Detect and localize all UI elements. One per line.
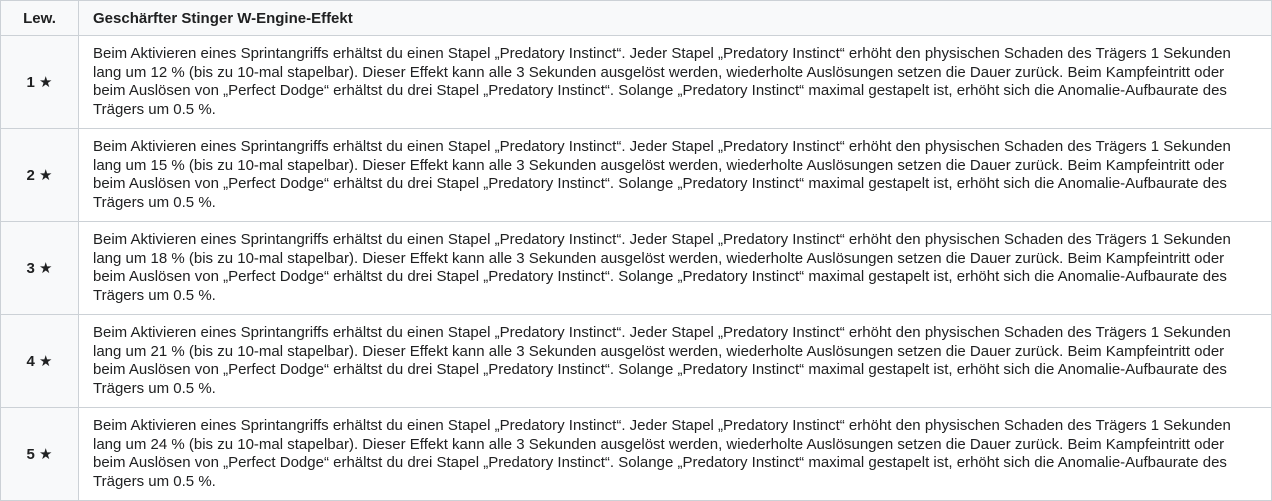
column-header-effect: Geschärfter Stinger W-Engine-Effekt xyxy=(79,1,1272,36)
table-header-row xyxy=(1,1,1272,36)
effect-description-4: Beim Aktivieren eines Sprintangriffs erhältst du einen Stapel „Predatory Instinct“. Jeder Stapel „Predatory Instinct“ erhöht den physischen Schaden des Trägers 1 Sekunden lang um 21 % (bis zu 10-mal stapelbar). Dieser Effekt kann alle 3 Sekunden ausgelöst werden, wiederholte Auslösungen setzen die Dauer zurück. Beim Kampfeintritt oder beim Auslösen von „Perfect Dodge“ erhältst du drei Stapel „Predatory Instinct“. Solange „Predatory Instinct“ maximal gestapelt ist, erhöht sich die Anomalie-Aufbaurate des Trägers um 0.5 %. xyxy=(79,315,1272,408)
effect-description-3: Beim Aktivieren eines Sprintangriffs erhältst du einen Stapel „Predatory Instinct“. Jeder Stapel „Predatory Instinct“ erhöht den physischen Schaden des Trägers 1 Sekunden lang um 18 % (bis zu 10-mal stapelbar). Dieser Effekt kann alle 3 Sekunden ausgelöst werden, wiederholte Auslösungen setzen die Dauer zurück. Beim Kampfeintritt oder beim Auslösen von „Perfect Dodge“ erhältst du drei Stapel „Predatory Instinct“. Solange „Predatory Instinct“ maximal gestapelt ist, erhöht sich die Anomalie-Aufbaurate des Trägers um 0.5 %. xyxy=(79,222,1272,315)
effect-description-2: Beim Aktivieren eines Sprintangriffs erhältst du einen Stapel „Predatory Instinct“. Jeder Stapel „Predatory Instinct“ erhöht den physischen Schaden des Trägers 1 Sekunden lang um 15 % (bis zu 10-mal stapelbar). Dieser Effekt kann alle 3 Sekunden ausgelöst werden, wiederholte Auslösungen setzen die Dauer zurück. Beim Kampfeintritt oder beim Auslösen von „Perfect Dodge“ erhältst du drei Stapel „Predatory Instinct“. Solange „Predatory Instinct“ maximal gestapelt ist, erhöht sich die Anomalie-Aufbaurate des Trägers um 0.5 %. xyxy=(79,129,1272,222)
table-row xyxy=(1,129,1272,222)
column-header-level: Lew. xyxy=(1,1,79,36)
effect-description-5: Beim Aktivieren eines Sprintangriffs erhältst du einen Stapel „Predatory Instinct“. Jeder Stapel „Predatory Instinct“ erhöht den physischen Schaden des Trägers 1 Sekunden lang um 24 % (bis zu 10-mal stapelbar). Dieser Effekt kann alle 3 Sekunden ausgelöst werden, wiederholte Auslösungen setzen die Dauer zurück. Beim Kampfeintritt oder beim Auslösen von „Perfect Dodge“ erhältst du drei Stapel „Predatory Instinct“. Solange „Predatory Instinct“ maximal gestapelt ist, erhöht sich die Anomalie-Aufbaurate des Trägers um 0.5 %. xyxy=(79,408,1272,501)
level-cell-5: 5 ★ xyxy=(1,408,79,501)
table-row xyxy=(1,408,1272,501)
effect-description-1: Beim Aktivieren eines Sprintangriffs erhältst du einen Stapel „Predatory Instinct“. Jeder Stapel „Predatory Instinct“ erhöht den physischen Schaden des Trägers 1 Sekunden lang um 12 % (bis zu 10-mal stapelbar). Dieser Effekt kann alle 3 Sekunden ausgelöst werden, wiederholte Auslösungen setzen die Dauer zurück. Beim Kampfeintritt oder beim Auslösen von „Perfect Dodge“ erhältst du drei Stapel „Predatory Instinct“. Solange „Predatory Instinct“ maximal gestapelt ist, erhöht sich die Anomalie-Aufbaurate des Trägers um 0.5 %. xyxy=(79,36,1272,129)
level-cell-2: 2 ★ xyxy=(1,129,79,222)
table-row xyxy=(1,222,1272,315)
level-cell-1: 1 ★ xyxy=(1,36,79,129)
table-row xyxy=(1,315,1272,408)
table-row xyxy=(1,36,1272,129)
level-cell-3: 3 ★ xyxy=(1,222,79,315)
level-cell-4: 4 ★ xyxy=(1,315,79,408)
